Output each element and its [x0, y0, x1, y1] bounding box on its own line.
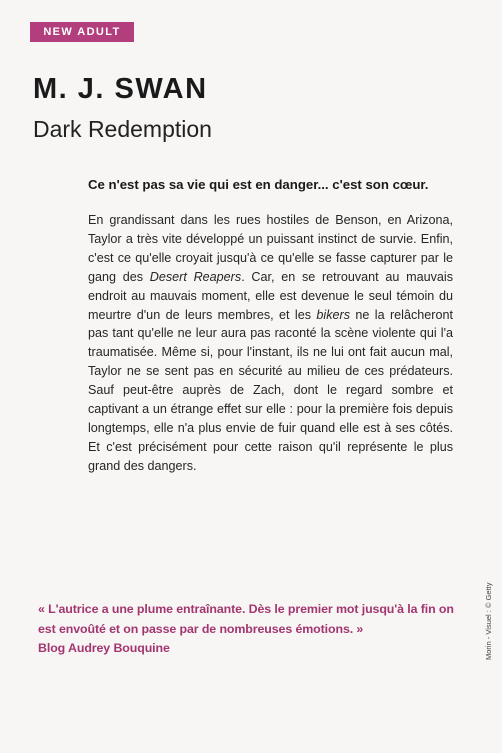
review-source: Blog Audrey Bouquine: [38, 641, 170, 655]
review-quote: [38, 600, 468, 659]
genre-badge: NEW ADULT: [30, 22, 134, 42]
review-text: « L'autrice a une plume entraînante. Dès le premier mot jusqu'à la fin on est envoûté et on passe par de nombreuses émotions. »: [38, 602, 454, 636]
blurb-paragraph: [88, 211, 453, 476]
blurb-text-2: . Car, en se retrouvant au mauvais endroit au mauvais moment, elle est devenue le seul témoin du meurtre d'un de leurs membres, et les: [88, 269, 453, 322]
book-title: Dark Redemption: [33, 116, 212, 142]
author-name: M. J. SWAN: [33, 73, 208, 105]
blurb-text-3: ne la relâcheront pas tant qu'elle ne leur aura pas raconté la scène violente qui l'a traumatisée. Même si, pour l'instant, ils ne lui ont fait aucun mal, Taylor ne se sent pas en sécurité au milieu de ces prédateurs. Sauf peut-être auprès de Zach, dont le regard sombre et captivant a un étrange effet sur elle : pour la première fois depuis longtemps, elle n'a plus envie de fuir quand elle est à ses côtés. Et c'est précisément pour cette raison qu'il représente le plus grand des dangers.: [88, 307, 453, 473]
blurb-text-1: En grandissant dans les rues hostiles de Benson, en Arizona, Taylor a très vite développé un puissant instinct de survie. Enfin, c'est ce qu'elle croyait jusqu'à ce qu'elle se fasse capturer par le gang des: [88, 213, 453, 284]
photo-credit: Morin - Visuel : © Getty: [484, 582, 493, 660]
gang-name: Desert Reapers: [149, 269, 242, 284]
tagline: Ce n'est pas sa vie qui est en danger... c'est son cœur.: [88, 177, 429, 192]
bikers-term: bikers: [316, 307, 350, 322]
